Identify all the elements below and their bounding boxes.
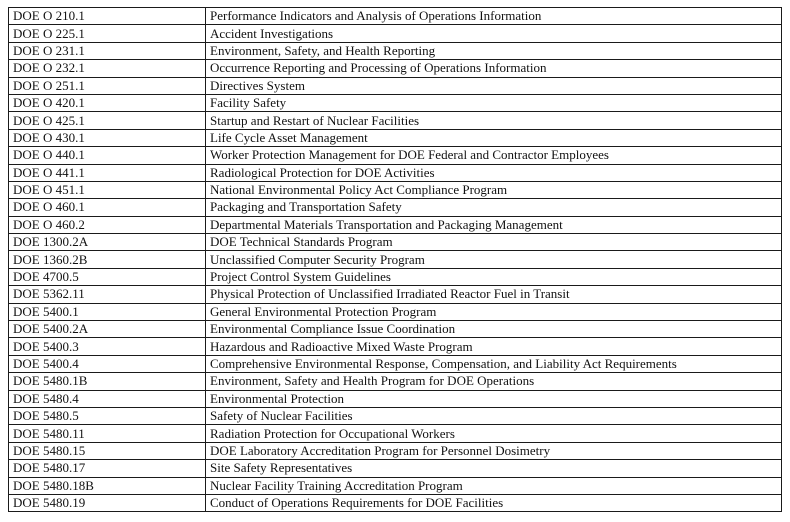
directives-table <box>8 7 782 512</box>
table-row <box>9 181 782 198</box>
directive-title-cell: Environmental Compliance Issue Coordination <box>206 321 782 338</box>
directive-title-cell: Environment, Safety, and Health Reporting <box>206 42 782 59</box>
table-row <box>9 286 782 303</box>
directive-number-cell: DOE 5400.3 <box>9 338 206 355</box>
directive-number-cell: DOE O 210.1 <box>9 8 206 25</box>
directive-title-cell: Site Safety Representatives <box>206 460 782 477</box>
directive-title-cell: Conduct of Operations Requirements for DOE Facilities <box>206 494 782 511</box>
table-row <box>9 390 782 407</box>
directive-number-cell: DOE 5480.17 <box>9 460 206 477</box>
directive-title-cell: Environmental Protection <box>206 390 782 407</box>
directive-title-cell: Project Control System Guidelines <box>206 268 782 285</box>
directive-number-cell: DOE 4700.5 <box>9 268 206 285</box>
directive-number-cell: DOE 5480.19 <box>9 494 206 511</box>
directive-number-cell: DOE O 420.1 <box>9 94 206 111</box>
table-row <box>9 60 782 77</box>
directive-title-cell: Nuclear Facility Training Accreditation Program <box>206 477 782 494</box>
table-row <box>9 425 782 442</box>
directive-number-cell: DOE O 440.1 <box>9 147 206 164</box>
directive-title-cell: DOE Technical Standards Program <box>206 234 782 251</box>
directive-number-cell: DOE O 232.1 <box>9 60 206 77</box>
directive-title-cell: Hazardous and Radioactive Mixed Waste Program <box>206 338 782 355</box>
directive-title-cell: Unclassified Computer Security Program <box>206 251 782 268</box>
directive-title-cell: Life Cycle Asset Management <box>206 129 782 146</box>
directives-table-body <box>9 8 782 512</box>
directive-number-cell: DOE O 430.1 <box>9 129 206 146</box>
directive-number-cell: DOE 5400.1 <box>9 303 206 320</box>
table-row <box>9 355 782 372</box>
directive-number-cell: DOE 5480.1B <box>9 373 206 390</box>
directive-title-cell: Physical Protection of Unclassified Irradiated Reactor Fuel in Transit <box>206 286 782 303</box>
table-row <box>9 442 782 459</box>
directive-number-cell: DOE 5480.15 <box>9 442 206 459</box>
table-row <box>9 477 782 494</box>
table-row <box>9 234 782 251</box>
directive-number-cell: DOE O 460.2 <box>9 216 206 233</box>
directive-number-cell: DOE 5480.4 <box>9 390 206 407</box>
table-row <box>9 321 782 338</box>
directive-title-cell: DOE Laboratory Accreditation Program for Personnel Dosimetry <box>206 442 782 459</box>
directive-number-cell: DOE 5480.18B <box>9 477 206 494</box>
directive-number-cell: DOE O 425.1 <box>9 112 206 129</box>
table-row <box>9 199 782 216</box>
table-row <box>9 8 782 25</box>
directive-number-cell: DOE 5400.2A <box>9 321 206 338</box>
directive-number-cell: DOE O 451.1 <box>9 181 206 198</box>
directive-title-cell: Departmental Materials Transportation and Packaging Management <box>206 216 782 233</box>
table-row <box>9 460 782 477</box>
directive-number-cell: DOE 5400.4 <box>9 355 206 372</box>
directive-number-cell: DOE 1300.2A <box>9 234 206 251</box>
table-row <box>9 268 782 285</box>
directive-title-cell: General Environmental Protection Program <box>206 303 782 320</box>
table-row <box>9 303 782 320</box>
table-row <box>9 25 782 42</box>
directive-title-cell: Environment, Safety and Health Program for DOE Operations <box>206 373 782 390</box>
table-row <box>9 112 782 129</box>
directive-title-cell: Comprehensive Environmental Response, Compensation, and Liability Act Requirements <box>206 355 782 372</box>
table-row <box>9 216 782 233</box>
table-row <box>9 147 782 164</box>
directive-number-cell: DOE O 251.1 <box>9 77 206 94</box>
table-row <box>9 251 782 268</box>
directive-number-cell: DOE 5480.11 <box>9 425 206 442</box>
directive-number-cell: DOE O 441.1 <box>9 164 206 181</box>
directive-title-cell: Startup and Restart of Nuclear Facilities <box>206 112 782 129</box>
directive-title-cell: National Environmental Policy Act Compliance Program <box>206 181 782 198</box>
directive-title-cell: Safety of Nuclear Facilities <box>206 407 782 424</box>
table-row <box>9 94 782 111</box>
directive-title-cell: Accident Investigations <box>206 25 782 42</box>
table-row <box>9 407 782 424</box>
table-row <box>9 373 782 390</box>
directive-title-cell: Radiation Protection for Occupational Workers <box>206 425 782 442</box>
directive-title-cell: Radiological Protection for DOE Activities <box>206 164 782 181</box>
directive-number-cell: DOE O 225.1 <box>9 25 206 42</box>
directive-number-cell: DOE O 231.1 <box>9 42 206 59</box>
directive-title-cell: Worker Protection Management for DOE Federal and Contractor Employees <box>206 147 782 164</box>
directive-title-cell: Directives System <box>206 77 782 94</box>
table-row <box>9 338 782 355</box>
directive-number-cell: DOE 5362.11 <box>9 286 206 303</box>
directive-title-cell: Facility Safety <box>206 94 782 111</box>
table-row <box>9 164 782 181</box>
directive-number-cell: DOE 5480.5 <box>9 407 206 424</box>
table-row <box>9 129 782 146</box>
table-row <box>9 42 782 59</box>
directive-title-cell: Packaging and Transportation Safety <box>206 199 782 216</box>
table-row <box>9 494 782 511</box>
directive-title-cell: Performance Indicators and Analysis of Operations Information <box>206 8 782 25</box>
directive-title-cell: Occurrence Reporting and Processing of Operations Information <box>206 60 782 77</box>
directive-number-cell: DOE 1360.2B <box>9 251 206 268</box>
table-row <box>9 77 782 94</box>
directive-number-cell: DOE O 460.1 <box>9 199 206 216</box>
